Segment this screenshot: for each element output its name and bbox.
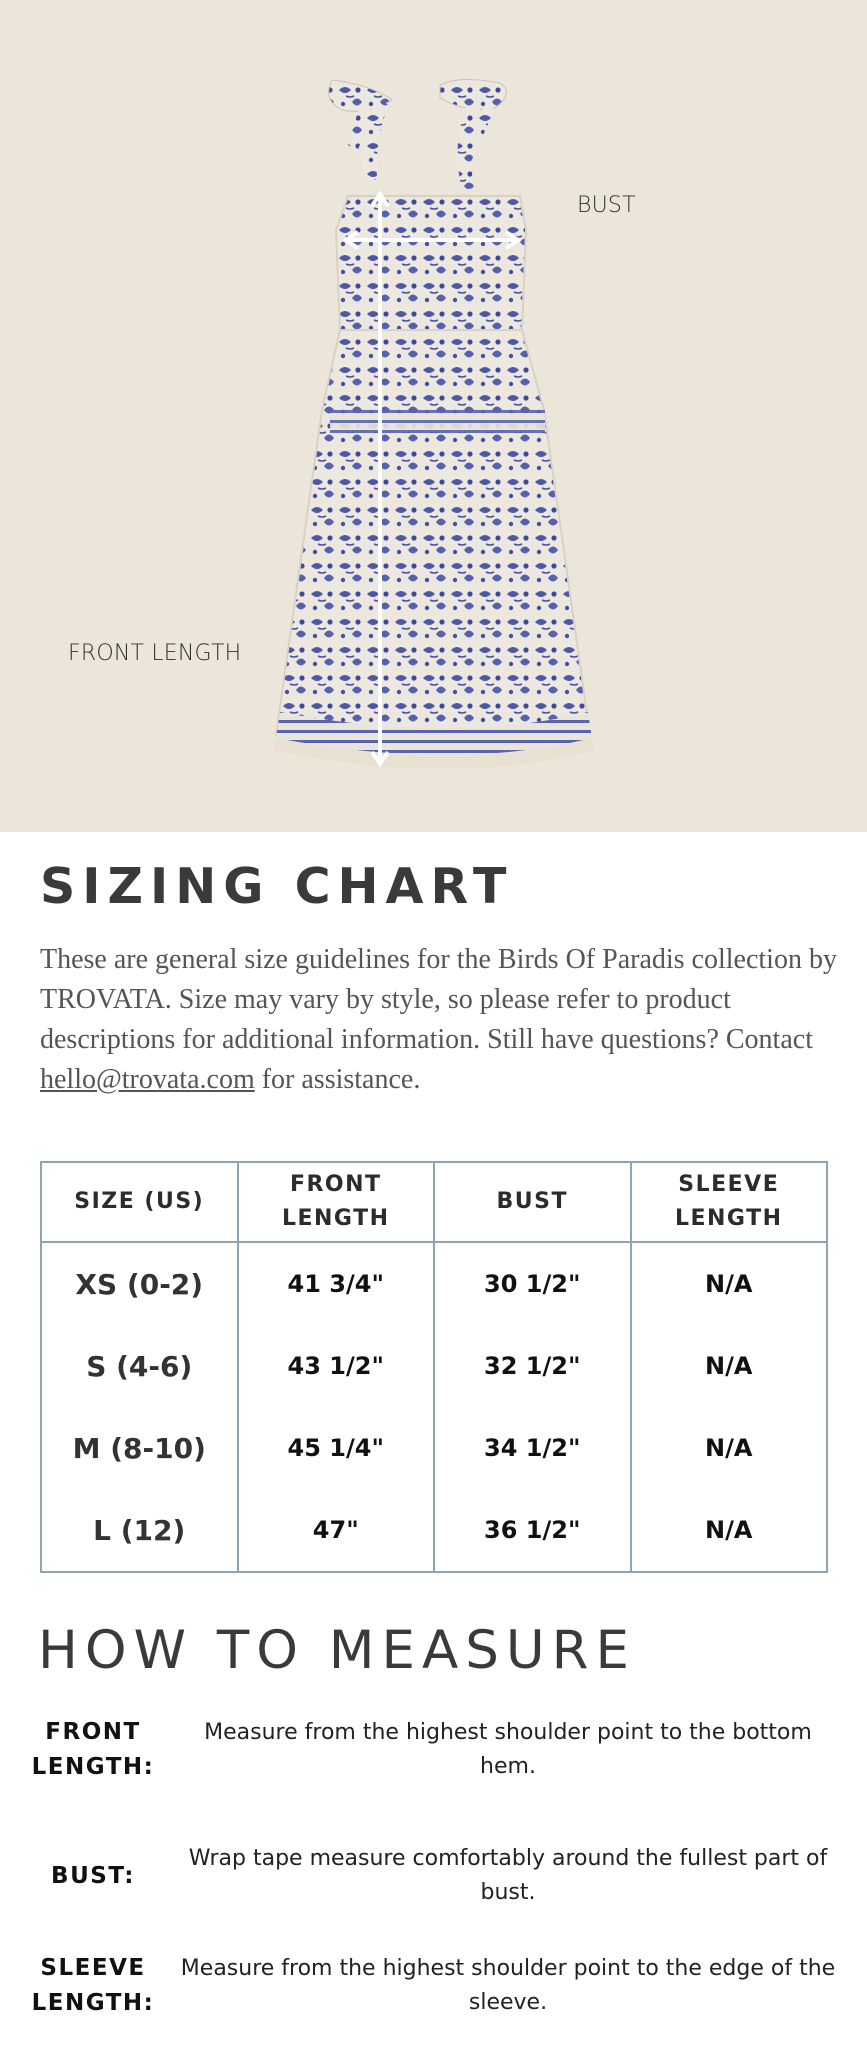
intro-suffix-text: for assistance. [254, 1064, 421, 1095]
size-cell: S (4-6) [41, 1325, 238, 1407]
sizing-intro-text [40, 940, 840, 1100]
front-length-cell: 43 1/2" [238, 1325, 435, 1407]
product-image-section [0, 0, 867, 832]
bust-cell: 32 1/2" [434, 1325, 631, 1407]
contact-email-link[interactable]: hello@trovata.com [40, 1064, 255, 1095]
size-cell: XS (0-2) [41, 1242, 238, 1325]
measure-item-sleeve-length [20, 1948, 840, 2024]
front-length-label: FRONT LENGTH [68, 641, 242, 666]
size-cell: M (8-10) [41, 1407, 238, 1489]
dress-bodice [336, 196, 526, 330]
bust-cell: 34 1/2" [434, 1407, 631, 1489]
measure-description: Wrap tape measure comfortably around the fullest part of bust. [188, 1846, 828, 1905]
front-length-cell: 41 3/4" [238, 1242, 435, 1325]
sizing-chart-title: SIZING CHART [40, 858, 514, 915]
measure-term: FRONT LENGTH: [31, 1719, 155, 1780]
sleeve-length-cell: N/A [631, 1407, 828, 1489]
left-bow [329, 80, 392, 180]
measure-term: SLEEVE LENGTH: [31, 1955, 155, 2016]
table-row [41, 1325, 827, 1407]
measure-description: Measure from the highest shoulder point to the bottom hem. [204, 1720, 812, 1779]
header-bust: BUST [434, 1162, 631, 1242]
bust-cell: 36 1/2" [434, 1489, 631, 1572]
header-sleeve-length: SLEEVE LENGTH [631, 1162, 828, 1242]
sleeve-length-cell: N/A [631, 1325, 828, 1407]
intro-main-text: These are general size guidelines for the Birds Of Paradis collection by TROVATA. Size may vary by style, so please refer to product descriptions for additional information. Still have questions? Contact [40, 944, 837, 1055]
sleeve-length-cell: N/A [631, 1242, 828, 1325]
bust-cell: 30 1/2" [434, 1242, 631, 1325]
measure-item-bust [20, 1838, 840, 1914]
right-bow [440, 79, 506, 190]
front-length-cell: 47" [238, 1489, 435, 1572]
dress-skirt [276, 330, 590, 753]
size-cell: L (12) [41, 1489, 238, 1572]
measure-term: BUST: [51, 1862, 135, 1889]
dress-illustration [0, 0, 867, 832]
bust-label: BUST [577, 193, 636, 218]
sleeve-length-cell: N/A [631, 1489, 828, 1572]
table-row [41, 1407, 827, 1489]
table-header-row [41, 1162, 827, 1242]
measure-item-front-length [20, 1712, 840, 1788]
size-table [40, 1161, 828, 1573]
front-length-cell: 45 1/4" [238, 1407, 435, 1489]
how-to-measure-title: HOW TO MEASURE [38, 1620, 636, 1681]
table-row [41, 1489, 827, 1572]
header-front-length: FRONT LENGTH [238, 1162, 435, 1242]
measure-description: Measure from the highest shoulder point to the edge of the sleeve. [180, 1956, 836, 2015]
table-row [41, 1242, 827, 1325]
header-size: SIZE (US) [41, 1162, 238, 1242]
